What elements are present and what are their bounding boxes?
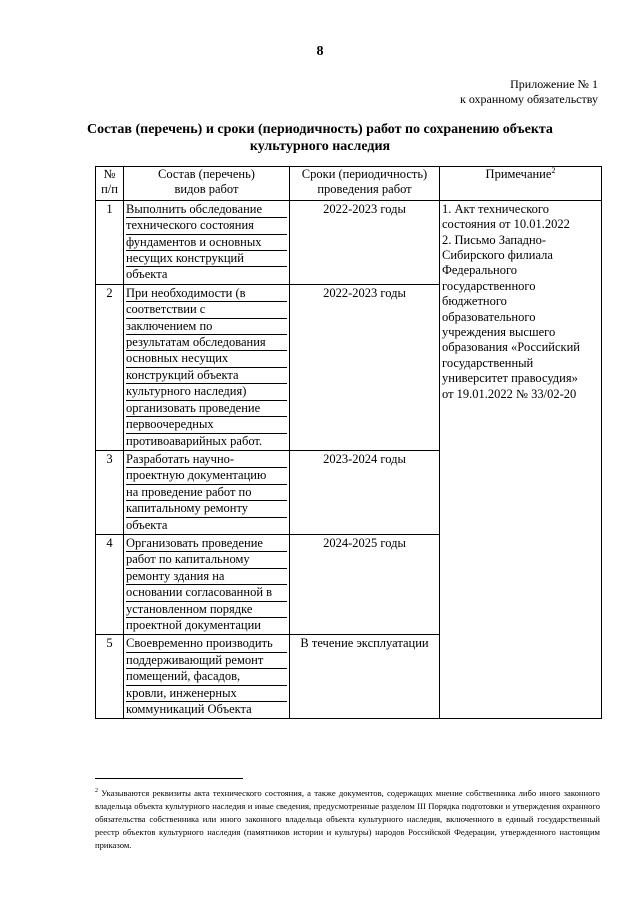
note-line: 1. Акт технического <box>442 201 549 216</box>
header-work <box>124 167 290 201</box>
work-line: помещений, фасадов, <box>126 669 287 685</box>
work-line: соответствии с <box>126 302 287 318</box>
document-title-line-2: культурного наследия <box>249 139 391 154</box>
work-line: основных несущих <box>126 351 287 367</box>
note-line: Сибирского филиала <box>442 248 553 263</box>
work-line: на проведение работ по <box>126 485 287 501</box>
note-line: университет правосудия» <box>442 371 578 386</box>
work-line: заключением по <box>126 319 287 335</box>
work-line: несущих конструкций <box>126 251 287 267</box>
row-work <box>124 200 290 284</box>
row-period: 2022-2023 годы <box>290 200 440 284</box>
note-line: учреждения высшего <box>442 325 556 340</box>
note-line: государственный <box>442 355 534 370</box>
work-line: коммуникаций Объекта <box>126 702 252 716</box>
note-line: государственного <box>442 278 536 293</box>
note-line: от 19.01.2022 № 33/02-20 <box>442 386 577 401</box>
header-period-line-2: проведения работ <box>317 182 412 197</box>
work-line: технического состояния <box>126 218 287 234</box>
row-period: 2024-2025 годы <box>290 534 440 634</box>
work-line: результатам обследования <box>126 335 287 351</box>
footnote-mark: 2 <box>95 788 98 795</box>
footnote <box>95 787 600 852</box>
work-line: основании согласованной в <box>126 585 287 601</box>
note-line: образования «Российский <box>442 340 580 355</box>
header-note-footnote-mark: 2 <box>551 165 556 175</box>
work-line: При необходимости (в <box>126 286 287 302</box>
table-row <box>96 200 602 284</box>
work-line: поддерживающий ремонт <box>126 653 287 669</box>
row-period: 2023-2024 годы <box>290 450 440 534</box>
row-number: 4 <box>96 534 124 634</box>
header-number-line-1: № <box>103 167 116 181</box>
work-line: первоочередных <box>126 417 287 433</box>
header-note <box>440 167 602 201</box>
note-line: образовательного <box>442 309 536 324</box>
note-line: состояния от 10.01.2022 <box>442 217 570 232</box>
document-title <box>60 121 580 155</box>
table-header-row <box>96 167 602 201</box>
footnote-text: Указываются реквизиты акта технического состояния, а также документов, содержащих мнение собственника либо иного законного владельца объекта культурного наследия и иные сведения, предусмотренные разделом III Порядка подготовки и утверждения охранного обязательства собственника или иного законного владельца объекта культурного наследия, включенного в единый государственный реестр объектов культурного наследия (памятников истории и культуры) народов Российской Федерации, утвержденного настоящим приказом. <box>95 788 600 850</box>
appendix-line-2: к охранному обязательству <box>459 92 598 106</box>
note-line: бюджетного <box>442 294 507 309</box>
row-work <box>124 450 290 534</box>
row-number: 5 <box>96 635 124 719</box>
note-line: Федерального <box>442 263 518 278</box>
work-line: Разработать научно- <box>126 452 287 468</box>
work-line: организовать проведение <box>126 401 287 417</box>
row-number: 3 <box>96 450 124 534</box>
work-line: ремонту здания на <box>126 569 287 585</box>
work-line: установленном порядке <box>126 602 287 618</box>
work-line: объекта <box>126 267 168 282</box>
row-number: 1 <box>96 200 124 284</box>
row-work <box>124 284 290 450</box>
work-line: культурного наследия) <box>126 384 287 400</box>
header-period-line-1: Сроки (периодичность) <box>301 167 428 181</box>
work-line: Организовать проведение <box>126 536 287 552</box>
row-period: 2022-2023 годы <box>290 284 440 450</box>
work-line: работ по капитальному <box>126 552 287 568</box>
work-line: фундаментов и основных <box>126 235 287 251</box>
work-line: проектной документации <box>126 617 261 632</box>
note-line: 2. Письмо Западно- <box>442 232 547 247</box>
works-table <box>95 166 602 719</box>
document-title-line-1: Состав (перечень) и сроки (периодичность) работ по сохранению объекта <box>87 122 553 137</box>
header-number-line-2: п/п <box>101 182 118 197</box>
row-period: В течение эксплуатации <box>290 635 440 719</box>
page-number: 8 <box>316 44 324 59</box>
header-note-label: Примечание <box>485 167 552 181</box>
work-line: противоаварийных работ. <box>126 433 263 448</box>
header-work-line-1: Состав (перечень) <box>158 167 255 181</box>
work-line: проектную документацию <box>126 468 287 484</box>
work-line: Своевременно производить <box>126 636 287 652</box>
row-work <box>124 635 290 719</box>
footnote-separator <box>95 778 243 779</box>
row-number: 2 <box>96 284 124 450</box>
work-line: объекта <box>126 517 168 532</box>
work-line: капитальному ремонту <box>126 501 287 517</box>
header-period <box>290 167 440 201</box>
work-line: конструкций объекта <box>126 368 287 384</box>
work-line: кровли, инженерных <box>126 686 287 702</box>
appendix-line-1: Приложение № 1 <box>510 77 598 91</box>
appendix-header <box>460 77 598 107</box>
header-work-line-2: видов работ <box>174 182 239 197</box>
row-work <box>124 534 290 634</box>
work-line: Выполнить обследование <box>126 202 287 218</box>
header-number <box>96 167 124 201</box>
row-note <box>440 200 602 719</box>
